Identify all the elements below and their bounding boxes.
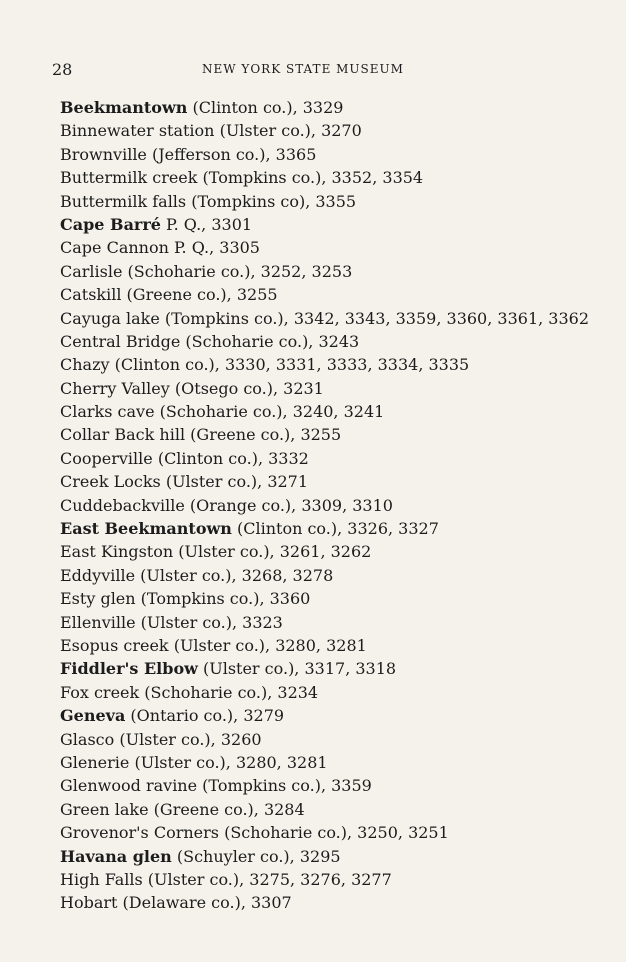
index-entry (60, 400, 620, 423)
index-entry (60, 213, 620, 236)
entry-locality-and-numbers: (Delaware co.), 3307 (117, 893, 292, 913)
entry-place-name: Catskill (60, 285, 122, 305)
entry-locality-and-numbers: P. Q., 3305 (168, 238, 260, 258)
entry-place-name: Havana glen (60, 846, 172, 866)
entry-locality-and-numbers: (Tompkins co.), 3342, 3343, 3359, 3360, 3361, 3362 (159, 308, 590, 328)
entry-place-name: Brownville (60, 144, 147, 164)
entry-place-name: Cayuga lake (60, 308, 160, 328)
index-entry (60, 260, 620, 283)
entry-locality-and-numbers: (Jefferson co.), 3365 (146, 144, 317, 164)
entry-locality-and-numbers: (Ulster co.), 3280, 3281 (168, 635, 367, 655)
entry-place-name: Chazy (60, 355, 110, 375)
entry-locality-and-numbers: (Tompkins co.), 3360 (135, 589, 311, 609)
index-entry (60, 587, 620, 610)
index-entry (60, 845, 620, 868)
index-entry (60, 494, 620, 517)
entry-place-name: Grovenor's Corners (60, 823, 220, 843)
index-entry (60, 540, 620, 563)
entry-locality-and-numbers: (Greene co.), 3255 (185, 425, 342, 445)
entry-locality-and-numbers: (Otsego co.), 3231 (169, 378, 324, 398)
index-entry (60, 657, 620, 680)
index-entry (60, 190, 620, 213)
index-entry (60, 283, 620, 306)
entry-locality-and-numbers: (Greene co.), 3255 (121, 285, 278, 305)
entry-place-name: Green lake (60, 799, 149, 819)
entry-locality-and-numbers: (Ontario co.), 3279 (125, 706, 285, 726)
entry-locality-and-numbers: (Greene co.), 3284 (148, 799, 305, 819)
entry-place-name: Esopus creek (60, 635, 169, 655)
index-entry (60, 611, 620, 634)
entry-place-name: Collar Back hill (60, 425, 186, 445)
entry-place-name: Cooperville (60, 448, 153, 468)
entry-locality-and-numbers: (Ulster co.), 3323 (135, 612, 283, 632)
entry-place-name: Glasco (60, 729, 115, 749)
index-entry (60, 447, 620, 470)
entry-place-name: East Kingston (60, 542, 174, 562)
index-entry (60, 143, 620, 166)
entry-place-name: Geneva (60, 706, 126, 726)
entry-place-name: Fox creek (60, 682, 140, 702)
entry-locality-and-numbers: (Ulster co.), 3271 (160, 472, 309, 492)
index-entry (60, 236, 620, 259)
index-entry (60, 868, 620, 891)
index-entries (60, 96, 620, 915)
entry-locality-and-numbers: (Ulster co.), 3268, 3278 (135, 565, 334, 585)
entry-locality-and-numbers: (Clinton co.), 3329 (187, 98, 344, 117)
index-entry (60, 423, 620, 446)
entry-place-name: Buttermilk creek (60, 168, 198, 188)
index-entry (60, 377, 620, 400)
page-number: 28 (52, 60, 73, 79)
index-entry (60, 564, 620, 587)
entry-place-name: Fiddler's Elbow (60, 659, 198, 679)
entry-place-name: Beekmantown (60, 98, 188, 117)
entry-place-name: Cherry Valley (60, 378, 170, 398)
index-entry (60, 891, 620, 914)
entry-locality-and-numbers: (Ulster co.), 3275, 3276, 3277 (142, 869, 392, 889)
entry-locality-and-numbers: (Ulster co.), 3261, 3262 (173, 542, 372, 562)
index-entry (60, 821, 620, 844)
entry-place-name: East Beekmantown (60, 519, 232, 539)
index-entry (60, 307, 620, 330)
index-entry (60, 774, 620, 797)
index-entry (60, 634, 620, 657)
index-entry (60, 330, 620, 353)
entry-locality-and-numbers: (Ulster co.), 3317, 3318 (197, 659, 397, 679)
entry-locality-and-numbers: P. Q., 3301 (160, 214, 253, 234)
entry-locality-and-numbers: (Clinton co.), 3330, 3331, 3333, 3334, 3335 (109, 355, 470, 375)
entry-locality-and-numbers: (Clinton co.), 3332 (152, 448, 309, 468)
entry-place-name: Creek Locks (60, 472, 161, 492)
index-entry (60, 353, 620, 376)
entry-locality-and-numbers: (Ulster co.), 3270 (214, 121, 362, 141)
entry-locality-and-numbers: (Schoharie co.), 3240, 3241 (154, 402, 385, 422)
entry-locality-and-numbers: (Ulster co.), 3280, 3281 (129, 752, 328, 772)
entry-place-name: Ellenville (60, 612, 136, 632)
index-entry (60, 96, 620, 119)
entry-place-name: Cuddebackville (60, 495, 185, 515)
entry-locality-and-numbers: (Schoharie co.), 3252, 3253 (122, 261, 353, 281)
entry-place-name: Binnewater station (60, 121, 215, 141)
index-entry (60, 751, 620, 774)
index-entry (60, 119, 620, 142)
entry-place-name: Glenerie (60, 752, 130, 772)
entry-place-name: Hobart (60, 893, 118, 913)
index-entry (60, 798, 620, 821)
entry-locality-and-numbers: (Schoharie co.), 3234 (139, 682, 319, 702)
entry-locality-and-numbers: (Schoharie co.), 3250, 3251 (219, 823, 449, 843)
entry-place-name: Cape Cannon (60, 238, 169, 258)
index-entry (60, 517, 620, 540)
index-entry (60, 728, 620, 751)
entry-locality-and-numbers: (Schuyler co.), 3295 (171, 846, 341, 866)
entry-locality-and-numbers: (Tompkins co.), 3359 (197, 776, 372, 796)
index-entry (60, 681, 620, 704)
entry-locality-and-numbers: (Ulster co.), 3260 (114, 729, 262, 749)
index-entry (60, 166, 620, 189)
entry-place-name: Central Bridge (60, 331, 181, 351)
entry-locality-and-numbers: (Tompkins co.), 3352, 3354 (197, 168, 424, 188)
entry-place-name: Cape Barré (60, 214, 161, 234)
running-head: NEW YORK STATE MUSEUM (202, 62, 404, 76)
entry-place-name: High Falls (60, 869, 143, 889)
entry-place-name: Clarks cave (60, 402, 155, 422)
index-entry (60, 704, 620, 727)
entry-locality-and-numbers: (Orange co.), 3309, 3310 (184, 495, 393, 515)
entry-place-name: Glenwood ravine (60, 776, 198, 796)
entry-place-name: Carlisle (60, 261, 123, 281)
page-header (52, 60, 552, 80)
entry-locality-and-numbers: (Schoharie co.), 3243 (180, 331, 360, 351)
entry-place-name: Esty glen (60, 589, 136, 609)
entry-place-name: Eddyville (60, 565, 136, 585)
entry-locality-and-numbers: (Clinton co.), 3326, 3327 (231, 519, 439, 539)
entry-place-name: Buttermilk falls (60, 191, 187, 211)
entry-locality-and-numbers: (Tompkins co), 3355 (186, 191, 357, 211)
index-entry (60, 470, 620, 493)
